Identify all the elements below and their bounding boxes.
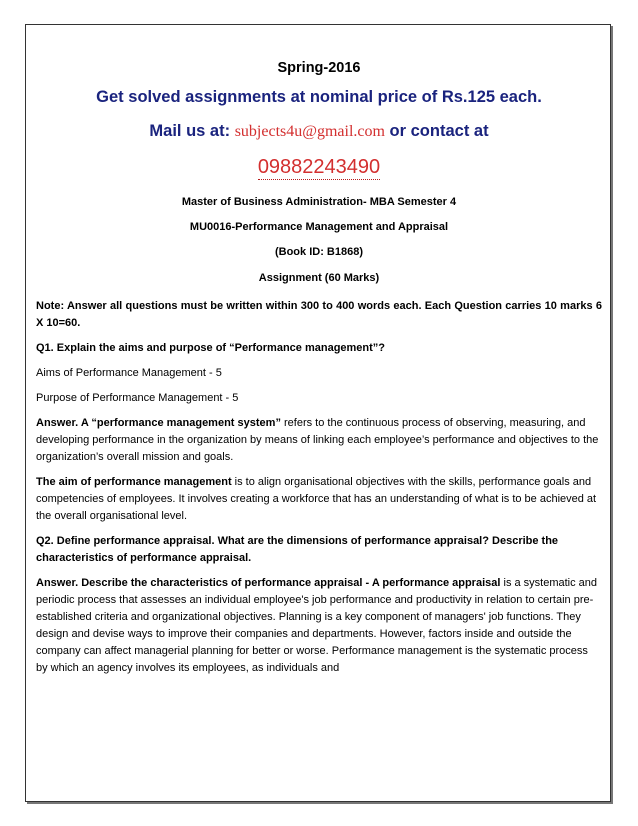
purpose-line: Purpose of Performance Management - 5 bbox=[36, 392, 239, 404]
contact-line bbox=[36, 122, 602, 141]
answer-1-lead: Answer. A “performance management system” bbox=[36, 417, 281, 429]
answer-1-paragraph bbox=[36, 415, 602, 466]
offer-heading: Get solved assignments at nominal price of Rs.125 each. bbox=[96, 88, 542, 106]
aim-paragraph bbox=[36, 474, 602, 525]
answer-1-text: refers to the continuous process of observing, measuring, and developing performance in the organization by means of linking each employee’s performance and objectives to the organization’s overall mission and goals. bbox=[36, 417, 599, 463]
aim-lead: The aim of performance management bbox=[36, 476, 232, 488]
aim-text: is to align organisational objectives with the skills, performance goals and competencies of employees. It involves creating a workforce that has an understanding of what is to be achieved at the overall organisational level. bbox=[36, 476, 597, 522]
assignment-marks: Assignment (60 Marks) bbox=[258, 272, 380, 284]
note-paragraph: Note: Answer all questions must be written within 300 to 400 words each. Each Question carries 10 marks 6 X 10=60. bbox=[36, 300, 602, 329]
term-heading: Spring-2016 bbox=[277, 60, 361, 76]
mail-prefix: Mail us at: bbox=[149, 122, 231, 140]
program-title: Master of Business Administration- MBA Semester 4 bbox=[181, 196, 457, 208]
answer-2-lead: Answer. Describe the characteristics of performance appraisal - A performance appraisal bbox=[36, 577, 501, 589]
question-2: Q2. Define performance appraisal. What are the dimensions of performance appraisal? Describe the characteristics of performance appraisal. bbox=[36, 535, 559, 564]
course-title: MU0016-Performance Management and Appraisal bbox=[189, 221, 449, 233]
aims-line: Aims of Performance Management - 5 bbox=[36, 367, 222, 379]
answer-2-text: is a systematic and periodic process that assesses an individual employee's job performance and productivity in relation to certain pre-established criteria and organizational objectives. Planning is a key component of managers' job functions. They design and devise ways to improve their companies and departments. However, factors inside and outside the company can affect managerial planning for better or worse. Performance management is the systematic process by which an agency involves its employees, as individuals and bbox=[36, 577, 598, 674]
question-1: Q1. Explain the aims and purpose of “Performance management”? bbox=[36, 342, 386, 354]
book-id: (Book ID: B1868) bbox=[274, 246, 364, 258]
email-link[interactable]: subjects4u@gmail.com bbox=[234, 123, 385, 140]
phone-line bbox=[36, 156, 602, 179]
document-body bbox=[36, 298, 602, 685]
mail-suffix: or contact at bbox=[389, 122, 489, 140]
phone-number[interactable]: 09882243490 bbox=[257, 156, 381, 178]
answer-2-paragraph bbox=[36, 575, 602, 677]
